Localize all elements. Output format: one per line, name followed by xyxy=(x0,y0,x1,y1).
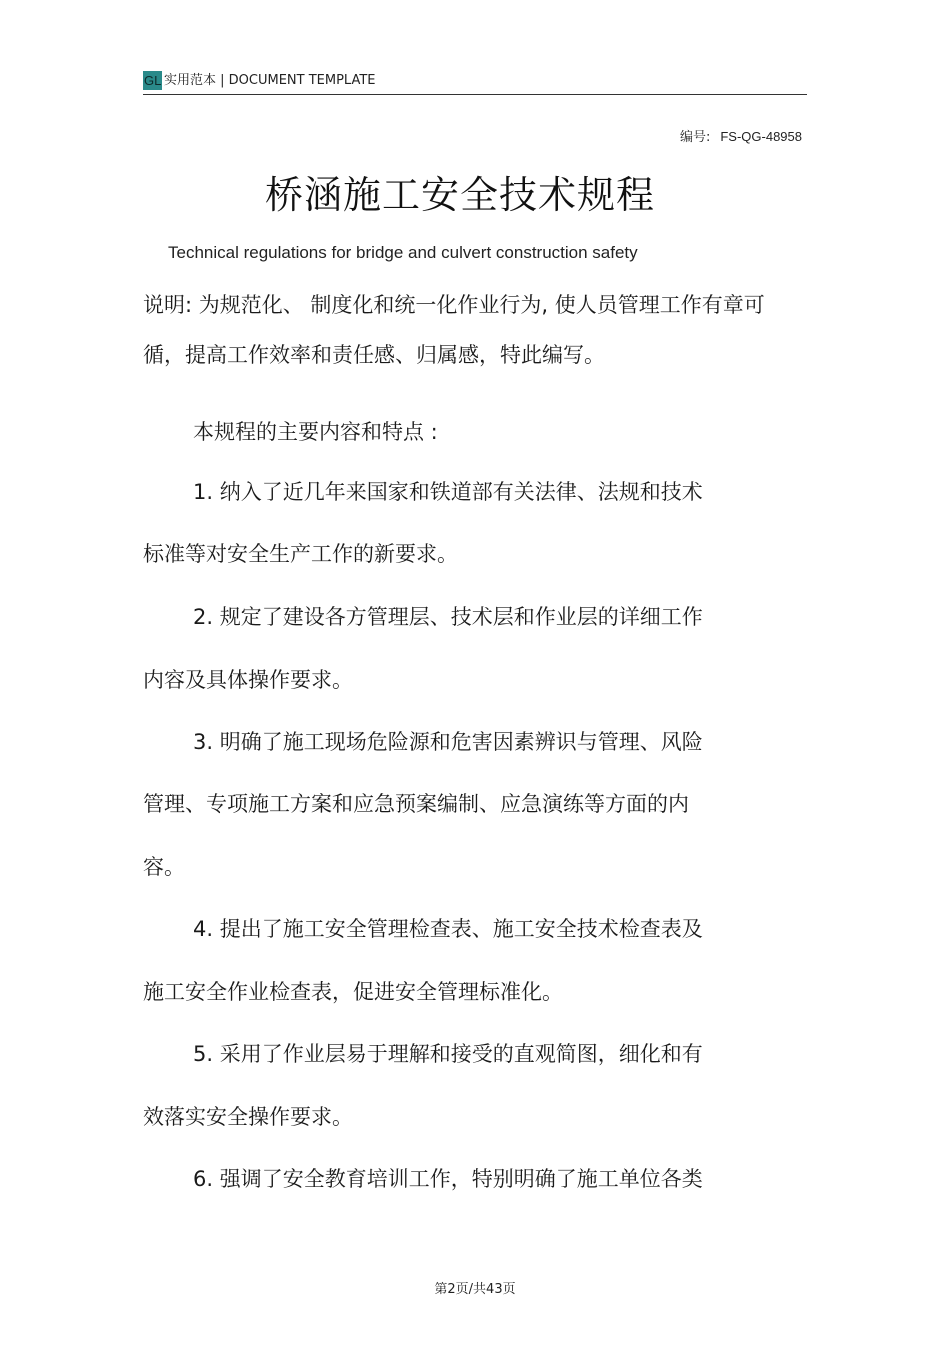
body-line: 标准等对安全生产工作的新要求。 xyxy=(143,542,458,566)
body-line: 施工安全作业检查表，促进安全管理标准化。 xyxy=(143,980,563,1004)
header-template-label: 实用范本 | DOCUMENT TEMPLATE xyxy=(164,73,376,88)
document-number-label: 编号: xyxy=(679,130,711,145)
gl-logo: GL xyxy=(144,73,162,88)
body-line: 说明: 为规范化、 制度化和统一化作业行为, 使人员管理工作有章可 xyxy=(143,293,765,317)
body-line: 本规程的主要内容和特点 : xyxy=(193,420,438,444)
body-line: 3. 明确了施工现场危险源和危害因素辨识与管理、风险 xyxy=(193,730,703,754)
body-line: 管理、专项施工方案和应急预案编制、应急演练等方面的内 xyxy=(143,792,689,816)
body-line: 容。 xyxy=(143,855,185,879)
page-footer-pagination: 第2页/共43页 xyxy=(434,1282,516,1297)
body-line: 5. 采用了作业层易于理解和接受的直观简图，细化和有 xyxy=(193,1042,703,1066)
document-header xyxy=(143,70,807,95)
document-subtitle: Technical regulations for bridge and culvert construction safety xyxy=(168,243,638,262)
body-line: 1. 纳入了近几年来国家和铁道部有关法律、法规和技术 xyxy=(193,480,703,504)
body-line: 内容及具体操作要求。 xyxy=(143,668,353,692)
body-line: 6. 强调了安全教育培训工作，特别明确了施工单位各类 xyxy=(193,1167,703,1191)
body-line: 4. 提出了施工安全管理检查表、施工安全技术检查表及 xyxy=(193,917,703,941)
body-line: 循，提高工作效率和责任感、归属感，特此编写。 xyxy=(143,343,605,367)
document-number xyxy=(680,126,802,145)
body-line: 2. 规定了建设各方管理层、技术层和作业层的详细工作 xyxy=(193,605,703,629)
document-title: 桥涵施工安全技术规程 xyxy=(264,173,655,217)
body-line: 效落实安全操作要求。 xyxy=(143,1105,353,1129)
document-number-value: FS-QG-48958 xyxy=(720,129,802,144)
